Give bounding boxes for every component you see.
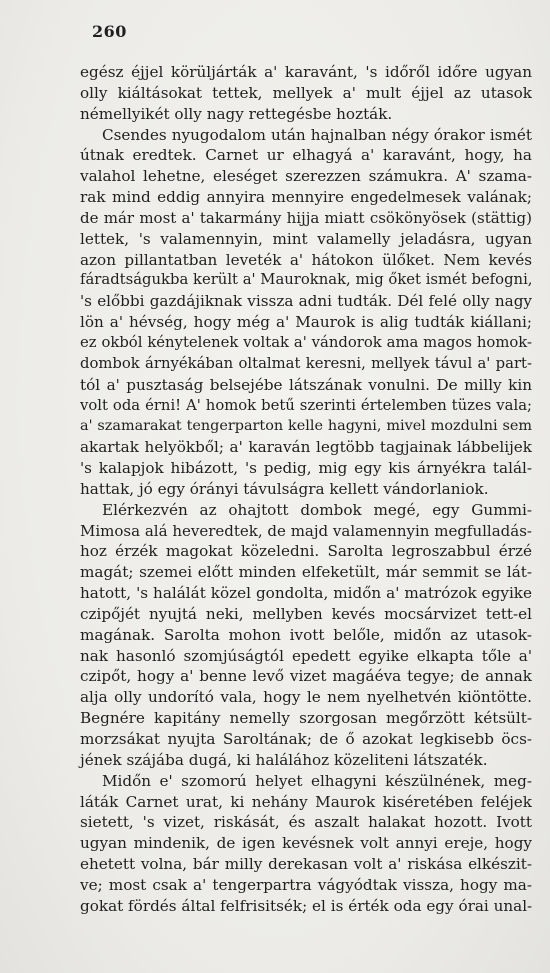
text-line: Mimosa alá heveredtek, de majd valamennyin megfulladás- bbox=[80, 521, 532, 540]
text-line: magát; szemei előtt minden elfeketült, már semmit se lát- bbox=[80, 563, 532, 582]
text-line: fáradtságukba került a' Mauroknak, mig őket ismét befogni, bbox=[80, 271, 533, 289]
text-line: lettek, 's valamennyin, mint valamelly jeladásra, ugyan bbox=[80, 229, 532, 248]
text-line: lön a' hévség, hogy még a' Maurok is alig tudták kiállani; bbox=[80, 313, 532, 332]
text-line: de már most a' takarmány hijja miatt csökönyösek (stättig) bbox=[80, 208, 532, 227]
text-line: olly kiáltásokat tettek, mellyek a' mult éjjel az utasok bbox=[80, 83, 532, 102]
text-line: czipőjét nyujtá neki, mellyben kevés mocsárvizet tett-el bbox=[80, 604, 532, 623]
text-line: dombok árnyékában oltalmat keresni, mellyek távul a' part- bbox=[80, 354, 532, 372]
text-line: láták Carnet urat, ki nehány Maurok kiséretében feléjek bbox=[80, 792, 532, 811]
text-line: hattak, jó egy órányi távulságra kellett vándorlaniok. bbox=[80, 479, 489, 498]
text-line: ez okból kénytelenek voltak a' vándorok ama magos homok- bbox=[80, 333, 532, 351]
text-line: ugyan mindenik, de igen kevésnek volt annyi ereje, hogy bbox=[80, 834, 532, 853]
text-line: tól a' pusztaság belsejébe látszának vonulni. De milly kin bbox=[80, 375, 532, 394]
text-line: 's előbbi gazdájiknak vissza adni tudták. Dél felé olly nagy bbox=[80, 292, 532, 311]
text-line: Begnére kapitány nemelly szorgosan megőrzött kétsült- bbox=[80, 709, 532, 728]
text-line: hatott, 's halálát közel gondolta, midőn a' matrózok egyike bbox=[80, 584, 532, 603]
text-line: valahol lehetne, eleséget szerezzen számukra. A' szama- bbox=[80, 167, 532, 186]
text-line: morzsákat nyujta Saroltának; de ő azokat legkisebb öcs- bbox=[80, 730, 532, 748]
text-line: Elérkezvén az ohajtott dombok megé, egy Gummi- bbox=[102, 500, 532, 519]
text-line: gokat fördés által felfrisitsék; el is érték oda egy órai unal- bbox=[80, 896, 533, 915]
text-line: Csendes nyugodalom után hajnalban négy órakor ismét bbox=[102, 125, 532, 144]
text-line: nak hasonló szomjúságtól epedett egyike elkapta tőle a' bbox=[80, 646, 532, 665]
text-line: jének szájába dugá, ki halálához közeliteni látszaték. bbox=[80, 750, 488, 769]
text-line: némellyikét olly nagy rettegésbe hozták. bbox=[80, 104, 393, 123]
text-line: ehetett volna, bár milly derekasan volt a' riskása elkészit- bbox=[80, 855, 532, 874]
text-line: a' szamarakat tengerparton kelle hagyni, mivel mozdulni sem bbox=[80, 418, 532, 435]
text-line: egész éjjel körüljárták a' karavánt, 's időről időre ugyan bbox=[80, 63, 532, 81]
text-line: útnak eredtek. Carnet ur elhagyá a' karavánt, hogy, ha bbox=[80, 146, 532, 165]
text-line: volt oda érni! A' homok betű szerinti értelemben tüzes vala; bbox=[80, 396, 532, 414]
text-line: azon pillantatban leveték a' hátokon ülőket. Nem kevés bbox=[80, 250, 532, 269]
text-line: rak mind eddig annyira mennyire engedelmesek valának; bbox=[80, 188, 532, 207]
text-line: czipőt, hogy a' benne levő vizet magáéva tegye; de annak bbox=[80, 667, 532, 686]
text-line: Midőn e' szomorú helyet elhagyni készülnének, meg- bbox=[102, 771, 532, 790]
text-line: ve; most csak a' tengerpartra vágyódtak vissza, hogy ma- bbox=[80, 875, 532, 894]
text-line: alja olly undorító vala, hogy le nem nyelhetvén kiöntötte. bbox=[80, 688, 532, 707]
text-line: magának. Sarolta mohon ivott belőle, midőn az utasok- bbox=[80, 625, 532, 644]
page-number: 260 bbox=[92, 22, 127, 41]
text-line: sietett, 's vizet, riskását, és aszalt halakat hozott. Ivott bbox=[80, 813, 532, 832]
body-text bbox=[80, 62, 532, 917]
text-line: hoz érzék magokat közeledni. Sarolta legroszabbul érzé bbox=[80, 542, 532, 561]
text-line: akartak helyökből; a' karaván legtöbb tagjainak lábbelijek bbox=[80, 438, 532, 457]
text-line: 's kalapjok hibázott, 's pedig, mig egy kis árnyékra talál- bbox=[80, 459, 532, 478]
